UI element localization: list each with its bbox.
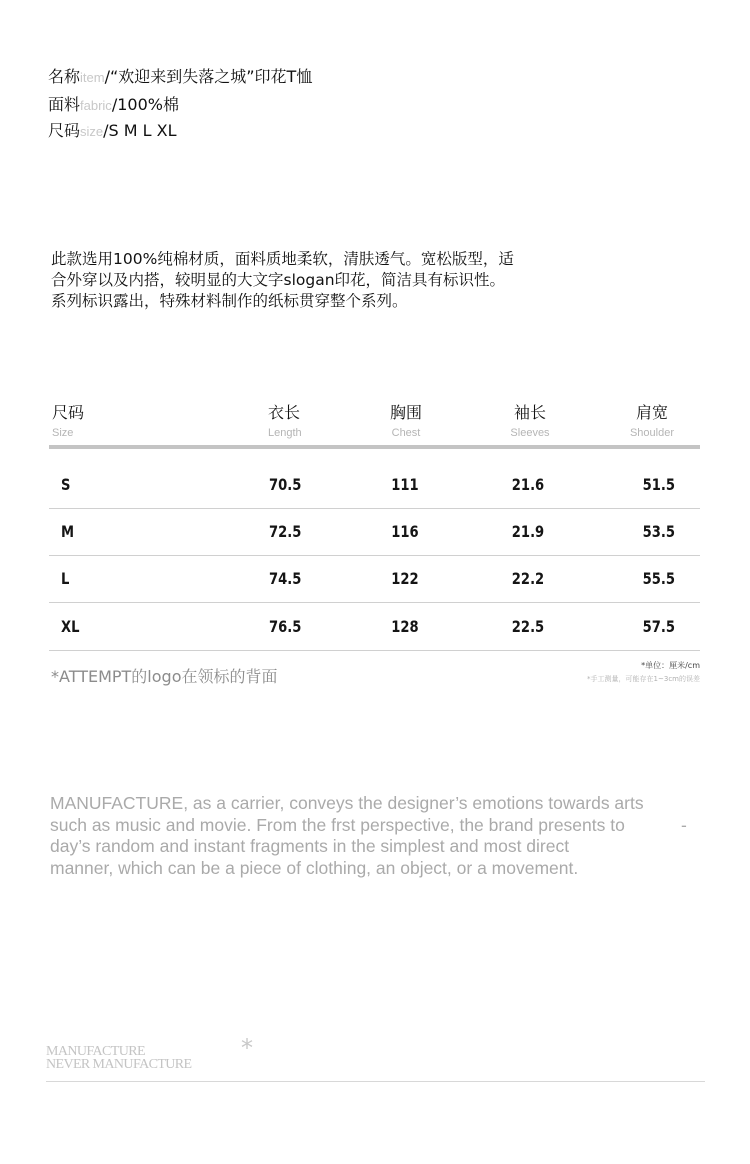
cell-chest: 128 bbox=[391, 617, 419, 636]
hyphen-mark: - bbox=[681, 815, 687, 835]
brand-logo-line2: NEVER MANUFACTURE bbox=[46, 1057, 192, 1072]
header-length-zh: 衣长 bbox=[268, 403, 301, 422]
unit-note: *单位：厘米/cm bbox=[641, 661, 700, 670]
header-shoulder bbox=[607, 403, 697, 441]
header-sleeves-en: Sleeves bbox=[510, 427, 550, 439]
header-sleeves bbox=[485, 403, 575, 441]
header-shoulder-zh: 肩宽 bbox=[635, 403, 668, 422]
product-size-value: /S M L XL bbox=[103, 121, 177, 140]
cell-shoulder: 55.5 bbox=[642, 569, 675, 588]
header-size bbox=[52, 403, 142, 441]
footer-divider bbox=[46, 1081, 705, 1082]
description-line: 系列标识露出，特殊材料制作的纸标贯穿整个系列。 bbox=[51, 292, 408, 310]
table-row bbox=[49, 461, 700, 509]
cell-sleeves: 22.5 bbox=[511, 617, 545, 636]
logo-location-note: *ATTEMPT的logo在领标的背面 bbox=[51, 667, 278, 686]
cell-sleeves: 21.6 bbox=[511, 475, 545, 494]
header-sleeves-zh: 袖长 bbox=[513, 403, 546, 422]
header-chest-en: Chest bbox=[391, 427, 421, 439]
product-fabric-value: /100%棉 bbox=[111, 95, 179, 114]
cell-length: 70.5 bbox=[269, 475, 302, 494]
header-chest bbox=[361, 403, 451, 441]
brand-statement bbox=[50, 793, 700, 879]
cell-chest: 111 bbox=[391, 475, 419, 494]
cell-sleeves: 21.9 bbox=[511, 522, 545, 541]
product-name-line bbox=[48, 67, 312, 88]
cell-shoulder: 57.5 bbox=[642, 617, 675, 636]
brand-logo-line1: MANUFACTURE bbox=[46, 1044, 145, 1059]
product-size-label: 尺码 bbox=[48, 121, 81, 140]
measurement-note: *手工测量，可能存在1~3cm的误差 bbox=[587, 675, 700, 683]
cell-sleeves: 22.2 bbox=[511, 569, 545, 588]
table-header-divider bbox=[49, 445, 700, 449]
header-size-zh: 尺码 bbox=[52, 403, 85, 422]
product-name-label: 名称 bbox=[48, 67, 81, 86]
cell-shoulder: 53.5 bbox=[642, 522, 675, 541]
cell-chest: 116 bbox=[391, 522, 419, 541]
asterisk-icon: * bbox=[241, 1034, 253, 1062]
brand-statement-line: MANUFACTURE, as a carrier, conveys the designer’s emotions towards arts bbox=[50, 793, 644, 813]
product-size-en: size bbox=[80, 124, 104, 139]
cell-chest: 122 bbox=[391, 569, 419, 588]
product-fabric-line bbox=[48, 95, 179, 116]
product-name-en: item bbox=[80, 70, 105, 85]
header-shoulder-en: Shoulder bbox=[629, 427, 675, 439]
header-size-en: Size bbox=[52, 427, 74, 439]
cell-shoulder: 51.5 bbox=[642, 475, 675, 494]
product-fabric-en: fabric bbox=[80, 98, 112, 113]
brand-statement-line: manner, which can be a piece of clothing, an object, or a movement. bbox=[50, 857, 579, 878]
brand-logo bbox=[46, 1045, 192, 1071]
cell-length: 72.5 bbox=[269, 522, 302, 541]
product-description bbox=[51, 249, 611, 312]
description-line: 此款选用100%纯棉材质，面料质地柔软，清肤透气。宽松版型，适 bbox=[51, 250, 514, 268]
brand-statement-line: such as music and movie. From the frst perspective, the brand presents to bbox=[50, 814, 625, 835]
table-row bbox=[49, 603, 700, 651]
product-name-value: /“欢迎来到失落之城”印花T恤 bbox=[104, 67, 313, 86]
cell-size: L bbox=[61, 569, 70, 588]
cell-size: XL bbox=[61, 617, 80, 636]
description-line: 合外穿以及内搭，较明显的大文字slogan印花，简洁具有标识性。 bbox=[51, 271, 506, 289]
cell-length: 76.5 bbox=[269, 617, 302, 636]
header-length-en: Length bbox=[268, 427, 302, 439]
table-row bbox=[49, 508, 700, 556]
cell-size: S bbox=[61, 475, 71, 494]
cell-length: 74.5 bbox=[269, 569, 302, 588]
header-length bbox=[268, 403, 358, 441]
cell-size: M bbox=[61, 522, 75, 541]
header-chest-zh: 胸围 bbox=[389, 403, 422, 422]
brand-statement-line: day’s random and instant fragments in the simplest and most direct bbox=[50, 836, 570, 856]
product-fabric-label: 面料 bbox=[48, 95, 81, 114]
table-row bbox=[49, 555, 700, 603]
product-size-line bbox=[48, 121, 177, 142]
